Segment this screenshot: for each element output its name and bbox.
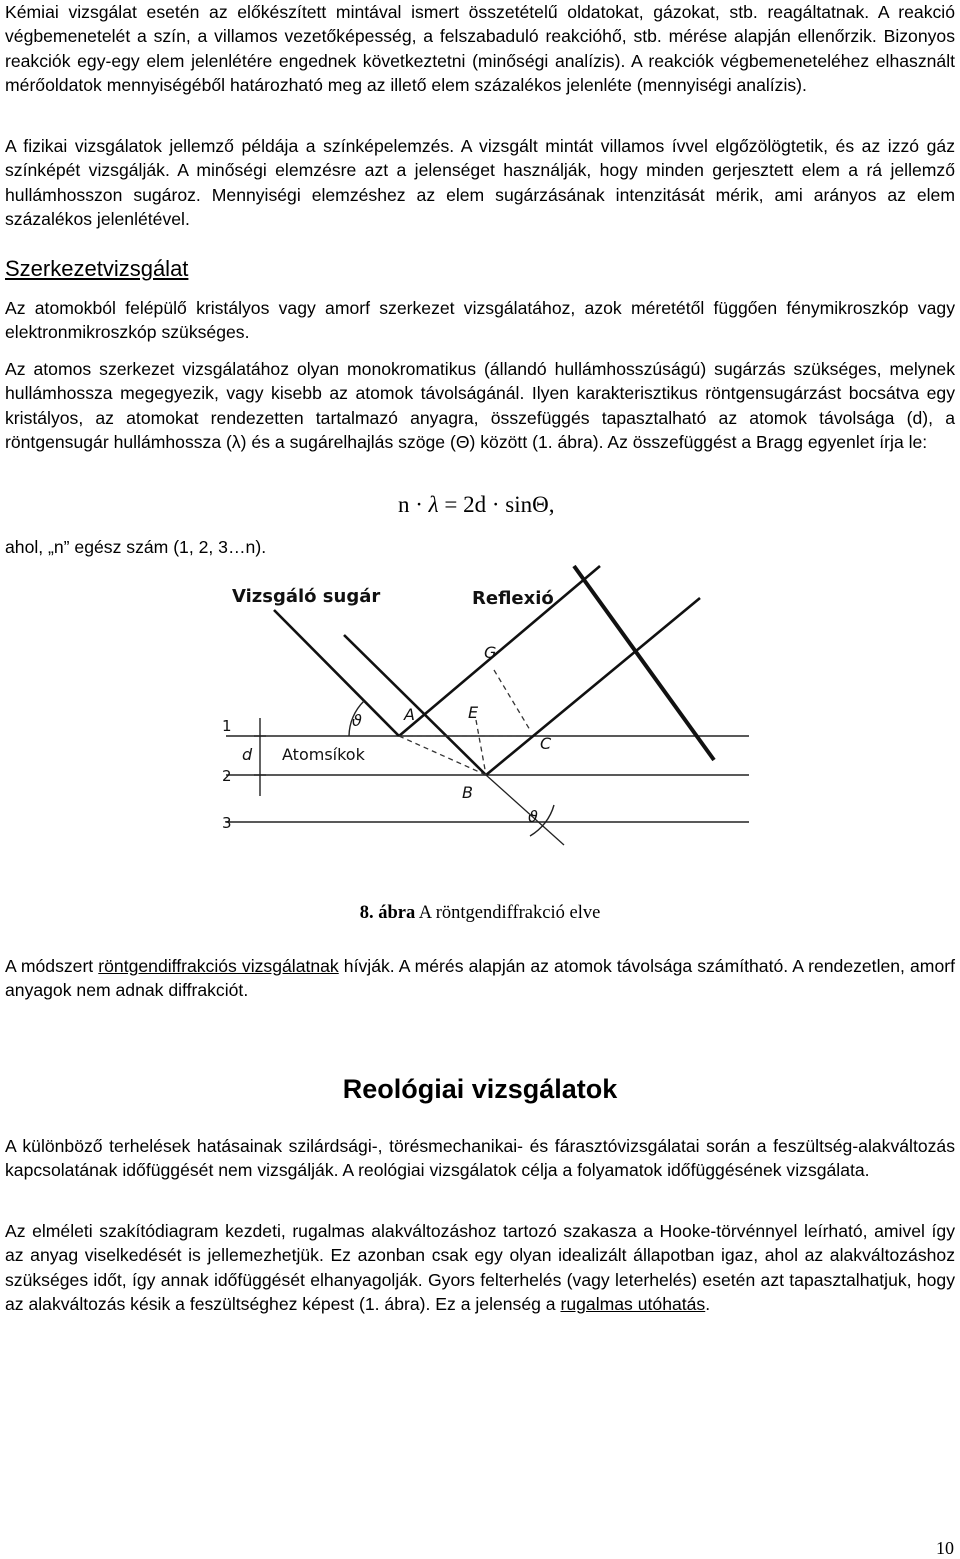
modszer-paragraph — [5, 954, 955, 1003]
label-point-G: G — [484, 643, 497, 662]
formula-dot-2: · — [491, 492, 500, 517]
bragg-formula — [398, 492, 555, 518]
formula-dot-1: · — [415, 492, 423, 517]
section-heading-szerkezetvizsgalat: Szerkezetvizsgálat — [5, 256, 189, 281]
formula-lambda: λ — [428, 492, 439, 517]
caption-number: 8. ábra — [359, 903, 416, 923]
reologia-paragraph-1: A különböző terhelések hatásainak szilárdsági-, törésmechanikai- és fárasztóvizsgálatai során a feszültség-alakváltozás kapcsolatának időfüggését nem vizsgálják. A reológiai vizsgálatok célja a folyamatok időfüggésének vizsgálata. — [5, 1136, 955, 1181]
page-number: 10 — [936, 1538, 954, 1558]
szerkezet-paragraph-1: Az atomokból felépülő kristályos vagy amorf szerkezet vizsgálatához, azok méretétől függően fénymikroszkóp vagy elektronmikroszkóp szükséges. — [5, 298, 955, 343]
intro-paragraph: Kémiai vizsgálat esetén az előkészített mintával ismert összetételű oldatokat, gázokat, stb. reagáltatnak. A reakció végbemenetelét a szín, a villamos vezetőképesség, a felszabaduló reakcióhő, stb. mérése alapján ellenőrzik. Bizonyos reakciók egy-egy elem jelenlétére engednek következtetni (minőségi analízis). A reakciók végbemeneteléhez elhasznált mérőoldatok mennyiségéből határozható meg az illető elem százalékos jelenléte (mennyiségi analízis). — [5, 2, 955, 96]
fizikai-paragraph: A fizikai vizsgálatok jellemző példája a színképelemzés. A vizsgált mintát villamos ívvel elgőzölögtetik, és az izzó gáz színképét vizsgálják. A minőségi elemzésre azt a jelenséget használják, hogy minden gerjesztett elem a rá jellemző hullámhosszon sugároz. Mennyiségi elemzéshez az elem sugárzásának intenzitását mérik, ami arányos az elem százalékos jelenlétével. — [5, 136, 955, 230]
szerkezet-paragraph-2: Az atomos szerkezet vizsgálatához olyan monokromatikus (állandó hullámhosszúságú) sugárzás szükséges, melynek hullámhossza megegyezik, vagy kisebb az atomok távolságánál. Ilyen karakterisztikus röntgensugárzást bocsátva egy kristályos, az atomokat rendezetten tartalmazó anyagra, összefüggés tapasztalható az atomok távolsága (d), a röntgensugár hullámhossza (λ) és a sugárelhajlás szöge (Θ) között (1. ábra). Az összefüggést a Bragg egyenlet írja le: — [5, 359, 955, 453]
dashed-A-E — [399, 736, 486, 775]
label-point-C: C — [540, 734, 552, 753]
detector-bar — [574, 566, 714, 760]
modszer-text-after: hívják. A mérés alapján az atomok távolsága számítható. A rendezetlen, amorf anyagok nem adnak diffrakciót. — [5, 956, 955, 1001]
label-point-B: B — [462, 783, 473, 802]
figure-caption — [0, 903, 960, 924]
bragg-diffraction-figure — [214, 560, 754, 890]
ahol-paragraph: ahol, „n” egész szám (1, 2, 3…n). — [5, 537, 267, 557]
formula-2d: 2d — [463, 492, 487, 517]
dashed-G-C — [494, 670, 530, 730]
label-point-A: A — [404, 705, 415, 724]
label-plane-3: 3 — [222, 814, 232, 832]
reologia-p2-text: Az elméleti szakítódiagram kezdeti, rugalmas alakváltozáshoz tartozó szakasza a Hooke-törvénnyel leírható, amivel így az anyag viselkedését is jellemezhetjük. Ez azonban csak egy olyan idealizált állapotban igaz, ahol az alakváltozáshoz szükséges időt, így annak időfüggését elhanyagolják. Gyors felterhelés (vagy leterhelés) esetén azt tapasztalhatjuk, hogy az alakváltozás késik a feszültséghez képest (1. ábra). Ez a jelenség a — [5, 1221, 955, 1315]
label-reflection: Reflexió — [472, 588, 554, 609]
caption-text: A röntgendiffrakció elve — [415, 903, 601, 923]
formula-n: n — [398, 492, 410, 517]
rugalmas-utohatas-link[interactable]: rugalmas utóhatás — [560, 1294, 706, 1315]
section-heading-reologia: Reológiai vizsgálatok — [342, 1074, 618, 1104]
incoming-ray-1 — [274, 610, 399, 736]
formula-sin: sin — [505, 492, 533, 517]
reologia-paragraph-2 — [5, 1219, 955, 1317]
label-plane-1: 1 — [222, 717, 232, 735]
label-incoming: Vizsgáló sugár — [232, 586, 381, 607]
reologia-p2-end: . — [705, 1294, 711, 1315]
reflected-ray-2 — [486, 598, 700, 775]
label-planes: Atomsíkok — [282, 745, 365, 764]
label-point-E: E — [468, 703, 479, 722]
modszer-term-link[interactable]: röntgendiffrakciós vizsgálatnak — [98, 956, 339, 976]
label-plane-2: 2 — [222, 767, 232, 785]
incoming-ray-2 — [344, 635, 486, 775]
modszer-text-before: A módszert — [5, 956, 99, 976]
label-angle-top: ϑ — [352, 711, 362, 730]
formula-comma: , — [548, 492, 555, 517]
label-angle-bottom: ϑ — [528, 807, 538, 826]
formula-equals: = — [444, 492, 458, 517]
formula-theta: Θ — [532, 492, 549, 517]
label-d: d — [242, 745, 253, 764]
